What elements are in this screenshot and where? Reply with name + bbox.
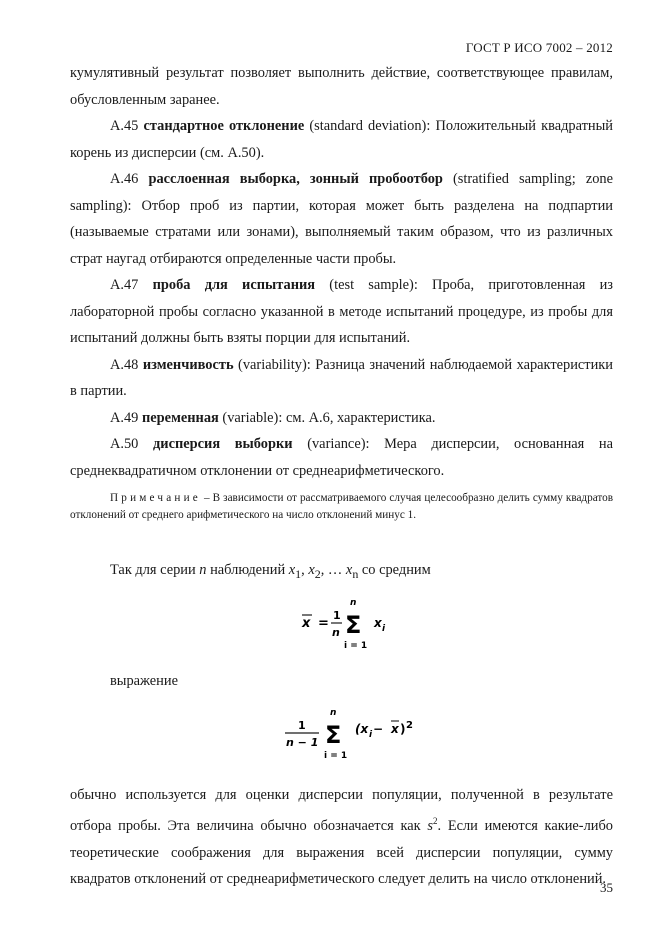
var-sum-upper: n [330, 707, 337, 718]
continuation-paragraph: кумулятивный результат позволяет выполнить действие, соответствующее правилам, обусловленным заранее. [70, 65, 613, 108]
document-body [70, 60, 613, 893]
var-frac-num: 1 [298, 718, 306, 732]
entry-a50 [70, 431, 613, 484]
mean-sum-lower: i = 1 [344, 641, 368, 652]
entry-number: А.47 [110, 277, 139, 293]
var-term-minus: − [373, 721, 384, 736]
mean-formula [300, 593, 410, 653]
entry-text: (standard deviation): Положительный квадратный корень из дисперсии (см. А.50). [70, 118, 613, 161]
series-text-before: Так для серии [110, 562, 200, 578]
closing-paragraph [70, 782, 613, 893]
mean-term-sub: i [382, 624, 386, 635]
entry-a49 [70, 405, 613, 432]
entry-term: стандартное отклонение [143, 118, 305, 134]
series-text-mid: наблюдений [206, 562, 289, 578]
entry-number: А.46 [110, 171, 139, 187]
entry-a48 [70, 352, 613, 405]
mean-frac-num: 1 [333, 609, 341, 623]
var-term-sub: i [369, 729, 373, 740]
note-paragraph [70, 490, 613, 523]
document-header: ГОСТ Р ИСО 7002 – 2012 [465, 40, 613, 55]
entry-text: (test sample): Проба, приготовленная из лабораторной пробы согласно указанной в методе испытаний процедуре, из пробы для испытаний должны быть взяты порции для испытаний. [70, 277, 613, 346]
entry-text: (variance): Мера дисперсии, основанная на среднеквадратичном отклонении от среднеарифметического. [70, 436, 613, 479]
var-frac-den: n − 1 [286, 735, 319, 749]
series-x2: x [308, 562, 315, 578]
mean-lhs: x [302, 616, 311, 632]
var-sum-lower: i = 1 [324, 750, 348, 761]
entry-term: расслоенная выборка, зонный пробоотбор [148, 171, 443, 187]
series-x1: x [288, 562, 296, 578]
closing-text-before: обычно используется для оценки дисперсии популяции, полученной в результате отбора пробы. Эта величина обычно обозначается как [70, 786, 613, 835]
note-label: Примечание [110, 492, 201, 504]
series-n: n [199, 562, 207, 578]
entry-term: дисперсия выборки [153, 436, 293, 452]
series-sub1: 1 [295, 566, 302, 581]
entry-number: А.49 [110, 409, 139, 426]
entry-text: (stratified sampling; zone sampling): Отбор проб из партии, которая может быть разделена на подпартии (называемые стратами или зонами), выполняемый таким образом, что из различных страт наугад отбираются определенные части пробы. [70, 171, 613, 267]
mean-term: x [374, 616, 382, 631]
series-subn: n [352, 566, 359, 581]
note-text: – В зависимости от рассматриваемого случая целесообразно делить сумму квадратов отклонений от среднего арифметического на число отклонений минус 1. [70, 492, 613, 521]
entry-number: А.48 [110, 356, 139, 373]
entry-number: А.45 [110, 118, 139, 134]
series-sep2: , … [320, 562, 346, 578]
var-power: 2 [406, 719, 413, 731]
series-sub2: 2 [314, 566, 321, 581]
page-number: 35 [600, 880, 613, 895]
series-xn: x [345, 562, 353, 578]
entry-number: А.50 [110, 436, 139, 452]
var-sum-sign: Σ [325, 720, 342, 749]
mean-eq: = [318, 616, 329, 632]
entry-text: (variability): Разница значений наблюдаемой характеристики в партии. [70, 356, 613, 399]
series-text-after: со средним [358, 562, 431, 578]
entry-term: изменчивость [142, 356, 234, 373]
mean-frac-den: n [332, 626, 340, 640]
entry-term: переменная [142, 409, 219, 426]
entry-a47 [70, 272, 613, 352]
closing-text-after: . Если имеются какие-либо теоретические соображения для выражения всей дисперсии популяции, сумму квадратов отклонений от среднеарифметического следует делить на число отклонений. [70, 818, 613, 888]
expression-word: выражение [110, 673, 178, 690]
variance-formula [283, 703, 423, 763]
closing-sup: 2 [433, 816, 438, 827]
entry-a46 [70, 166, 613, 272]
mean-sum-sign: Σ [345, 611, 362, 640]
var-term-mean: x [391, 721, 399, 736]
series-sentence [70, 557, 613, 587]
var-term-close: ) [400, 721, 406, 736]
closing-symbol: s [427, 818, 433, 835]
entry-text: (variable): см. А.6, характеристика. [218, 409, 436, 426]
entry-term: проба для испытания [152, 277, 316, 293]
mean-sum-upper: n [350, 598, 357, 609]
entry-a45 [70, 113, 613, 166]
var-term-open: (x [355, 721, 369, 736]
series-sep1: , [301, 562, 309, 578]
